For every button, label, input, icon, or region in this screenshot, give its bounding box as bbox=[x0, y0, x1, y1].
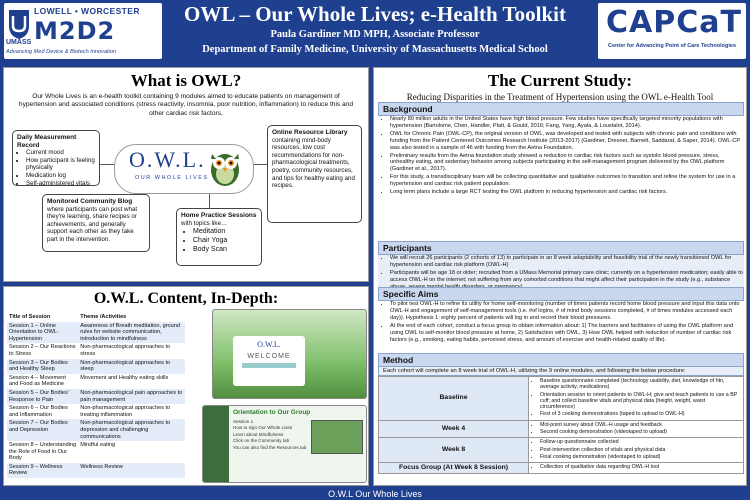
table-row bbox=[7, 404, 185, 419]
umass-shield-icon bbox=[7, 8, 31, 40]
list-item: • Long term plans include a large RCT testing the OWL platform in reducing hypertension and cardiac risk factors. bbox=[390, 189, 744, 196]
list-item: Learn about Mindfulness bbox=[233, 431, 284, 437]
list-item: • Body Scan bbox=[193, 245, 257, 254]
table-row bbox=[7, 441, 185, 463]
welcome-bar bbox=[242, 363, 296, 368]
owl-logo bbox=[114, 144, 254, 194]
section-heading: Method bbox=[378, 353, 744, 367]
session-title-cell: Session 6 – Our Bodies and Inflammation bbox=[7, 404, 78, 419]
week-cell: Baseline bbox=[379, 377, 529, 421]
resource-library-text: containing mind-body resources, low cost recommendations for non-pharmacological treatments, poetry, community resources, and tips for healthy eating and recipes. bbox=[272, 136, 355, 190]
session-theme-cell: Non-pharmacological pain approaches to pain management bbox=[78, 389, 185, 404]
m2d2-logo bbox=[4, 3, 162, 59]
what-is-owl-panel bbox=[3, 67, 369, 282]
welcome-screenshot bbox=[212, 309, 367, 399]
week-cell: Week 8 bbox=[379, 438, 529, 463]
list-item: • Chair Yoga bbox=[193, 236, 257, 245]
list-item: • Self-administered vitals bbox=[26, 180, 95, 188]
home-practice-box bbox=[176, 208, 262, 266]
list-item: • Second cooking demonstration (videotaped to upload) bbox=[540, 429, 741, 435]
session-title-cell: Session 3 – Our Bodies and Healthy Sleep bbox=[7, 359, 78, 374]
list-item: You can also find the Resources tab bbox=[233, 444, 307, 450]
section-heading: Participants bbox=[378, 241, 744, 255]
list-item: • Final cooking demonstration (videotaped to upload) bbox=[540, 454, 741, 460]
table-row bbox=[379, 377, 744, 421]
welcome-card bbox=[233, 336, 305, 386]
list-item: • Nearly 80 million adults in the United States have high blood pressure. Few studies have specifically targeted minority populations with hypertension (Bartolome, Chen, Handler, Platt, & Gould, 2016; Fang, Yang, Ayala, & Loustalot, 2014). bbox=[390, 116, 744, 130]
column-header: Theme /Activities bbox=[78, 313, 185, 322]
capcat-wordmark: CAPCaT bbox=[606, 5, 742, 40]
connector-line bbox=[209, 194, 210, 209]
session-theme-cell: Non-pharmacological approaches to depression and challenging communications bbox=[78, 419, 185, 441]
owl-logo-subtext: OUR WHOLE LIVES bbox=[135, 175, 209, 181]
list-item: • Collection of qualitative data regarding OWL-H tool bbox=[540, 464, 741, 470]
table-row bbox=[7, 322, 185, 344]
session-title-cell: Session 1 – Online Orientation to OWL-Hypertension bbox=[7, 322, 78, 344]
current-study-title: The Current Study: bbox=[487, 71, 633, 90]
column-header: Title of Session bbox=[7, 313, 78, 322]
home-practice-title: Home Practice Sessions bbox=[181, 212, 257, 219]
method-table bbox=[378, 376, 744, 474]
orientation-heading: Orientation to Our Group bbox=[233, 409, 311, 416]
what-is-owl-title: What is OWL? bbox=[130, 71, 242, 90]
title-block bbox=[170, 2, 580, 57]
m2d2-tagline: Advancing Med Device & Biotech Innovation bbox=[6, 49, 117, 55]
list-item: Session 1 bbox=[233, 419, 254, 424]
session-theme-cell: Non-pharmacological approaches to sleep bbox=[78, 359, 185, 374]
procedure-cell bbox=[529, 463, 744, 473]
community-blog-text: where participants can post what they're learning, share recipes or achievements, and generally support each other as they take part in the intervention. bbox=[47, 205, 138, 243]
orientation-items bbox=[233, 419, 306, 451]
community-blog-box bbox=[42, 194, 150, 252]
list-item: • First of 3 cooking demonstrations (taped to upload to OWL-H) bbox=[540, 411, 741, 417]
m2d2-campus-text: LOWELL • WORCESTER bbox=[34, 6, 140, 16]
umass-text: UMASS bbox=[6, 39, 32, 46]
author-line: Paula Gardiner MD MPH, Associate Professor bbox=[270, 29, 480, 40]
list-item: • For this study, a transdisciplinary team will be collecting quantitative and qualitative outcomes to transition and refine the system for use in a hypertension and cardiac risk patient population. bbox=[390, 174, 744, 188]
list-item: • Mid-point survey about OWL-H usage and feedback bbox=[540, 422, 741, 428]
session-title-cell: Session 4 – Movement and Food as Medicine bbox=[7, 374, 78, 389]
list-item: • OWL for Chronic Pain (OWL-CP), the original version of OWL, was developed and tested with subjects with chronic pain and conditions with funding from the Patient Centered Outcomes Research Institute (2013-2017) (Gardiner, Dresner, Barnett, Saddarat, & Saper, 2014). OWL-CP was also tested in a sample of 46 with funding from the Aetna Foundation. bbox=[390, 131, 744, 152]
table-row bbox=[379, 420, 744, 438]
capcat-logo bbox=[598, 3, 746, 59]
owl-content-title: O.W.L. Content, In-Depth: bbox=[93, 290, 279, 307]
session-theme-cell: Awareness of Breath meditation, ground rules for website communication, introduction to mindfulness bbox=[78, 322, 185, 344]
table-row bbox=[7, 419, 185, 441]
poster-header bbox=[0, 0, 750, 64]
m2d2-wordmark: M2D2 bbox=[34, 17, 116, 45]
list-item: • Participants will be age 18 or older; recruited from a UMass Memorial primary care clinic; currently on a hypertension medication; easily able to access OWL-H on the internet; not suffering from any comorbid conditions that might affect their participation in the study (e.g., substance bbox=[390, 270, 744, 291]
department-line: Department of Family Medicine, University of Massachusetts Medical School bbox=[202, 44, 548, 55]
session-title-cell: Session 7 – Our Bodies and Depression bbox=[7, 419, 78, 441]
method-section bbox=[378, 353, 744, 474]
list-item: • Orientation session to orient patients to OWL-H; give and teach patients to use a BP cuff; and collect baseline vitals and physical data (height, weight, waist circumference) bbox=[540, 392, 741, 411]
owl-logo-text: O.W.L. bbox=[129, 147, 206, 172]
table-row bbox=[7, 389, 185, 404]
resource-library-box bbox=[267, 125, 362, 223]
table-row bbox=[7, 374, 185, 389]
daily-measurement-title: Daily Measurement Record bbox=[17, 134, 77, 149]
procedure-cell bbox=[529, 420, 744, 438]
table-row bbox=[379, 463, 744, 473]
table-row bbox=[7, 359, 185, 374]
session-theme-cell: Non-pharmacological approaches to stress bbox=[78, 343, 185, 358]
poster-title: OWL – Our Whole Lives; e-Health Toolkit bbox=[184, 2, 566, 26]
current-study-subtitle: Reducing Disparities in the Treatment of Hypertension using the OWL e-Health Tool bbox=[406, 92, 714, 102]
table-row bbox=[7, 463, 185, 478]
session-theme-cell: Wellness Review bbox=[78, 463, 185, 478]
session-theme-cell: Non-pharmacological approaches to treating inflammation bbox=[78, 404, 185, 419]
capcat-tagline: Center for Advancing Point of Care Technologies bbox=[607, 43, 737, 49]
welcome-text: WELCOME bbox=[247, 353, 291, 360]
session-title-cell: Session 5 – Our Bodies' Response to Pain bbox=[7, 389, 78, 404]
session-table bbox=[7, 313, 185, 478]
procedure-cell bbox=[529, 377, 744, 421]
list-item: Click on the Community tab bbox=[233, 438, 290, 444]
list-item: • Baseline questionnaire completed (technology usability, diet, knowledge of htn, average activity, medications) bbox=[540, 378, 741, 391]
specific-aims-section bbox=[378, 287, 744, 344]
list-item: How to sign Our Whole Lives bbox=[233, 425, 293, 431]
session-theme-cell: Mindful eating bbox=[78, 441, 185, 463]
list-item: • Medication log bbox=[26, 172, 95, 180]
section-heading: Specific Aims bbox=[378, 287, 744, 301]
owl-intro-text: Our Whole Lives is an e-health toolkit containing 9 modules aimed to educate patients on management of hypertension and associated conditions (stress reactivity, insomnia, poor nutrition, inflammation) to reduce this and other cardiac risk factors. bbox=[18, 93, 354, 117]
current-study-panel bbox=[373, 67, 747, 486]
method-note: Each cohort will complete an 8 week trial of OWL-H, utilizing the 9 online modules, and following the below procedure: bbox=[378, 367, 744, 376]
session-theme-cell: Movement and Healthy eating skills bbox=[78, 374, 185, 389]
list-item: • Follow-up questionnaire collected bbox=[540, 439, 741, 445]
owl-bird-icon bbox=[207, 148, 243, 188]
video-thumbnail bbox=[311, 420, 363, 454]
screenshot-sidebar bbox=[203, 406, 229, 483]
orientation-screenshot bbox=[202, 405, 367, 483]
community-blog-title: Monitored Community Blog bbox=[47, 198, 133, 205]
list-item: • Preliminary results from the Aetna foundation study showed a reduction in cardiac risk factors such as systolic blood pressure, stress, unhealthy eating, and sedentary behavior among subjects participating in the self-management program delivered by the OWL platform (Gardiner et al., 2017). bbox=[390, 153, 744, 174]
participants-section bbox=[378, 241, 744, 292]
list-item: • To pilot test OWL-H to refine its utility for home self-monitoring (number of times patients record home blood pressure and input this data onto OWL-H and engagement of self-management tools (i.e. #of logins, # of mind body sessions completed, # of times modules accessed each day)). Hypothesis 1: eighty percent of patients will log in and record their blood pressures. bbox=[390, 301, 744, 322]
list-item: • Current mood bbox=[26, 149, 95, 157]
week-cell: Focus Group (At Week 8 Session) bbox=[379, 463, 529, 473]
section-heading: Background bbox=[378, 102, 744, 116]
procedure-cell bbox=[529, 438, 744, 463]
list-item: • At the end of each cohort, conduct a focus group to obtain information about: 1) The barriers and facilitators of using the OWL platform and using OWL to self-monitor blood pressure at home, 2) Satisfaction with OWL, 3) How OWL helped with reduction of number of cardiac risk factors (e.g., smoking, eating habits, perceived stress, and amount of exercise and health-related quality of life). bbox=[390, 323, 744, 344]
session-title-cell: Session 8 – Understanding the Role of Food in Our Body bbox=[7, 441, 78, 463]
table-row bbox=[379, 438, 744, 463]
session-title-cell: Session 9 – Wellness Review bbox=[7, 463, 78, 478]
poster-footer: O.W.L Our Whole Lives bbox=[328, 489, 422, 499]
list-item: • How participant is feeling physically bbox=[26, 157, 95, 172]
list-item: • Meditation bbox=[193, 227, 257, 236]
connector-line bbox=[253, 164, 268, 165]
session-title-cell: Session 2 – Our Reactions to Stress bbox=[7, 343, 78, 358]
list-item: • We will recruit 26 participants (2 cohorts of 13) to participate in an 8 week adaptability and feasibility trial of the newly transitioned OWL for hypertension and cardiac risk platform (OWL-H) bbox=[390, 255, 744, 269]
table-row bbox=[7, 343, 185, 358]
resource-library-title: Online Resource Library bbox=[272, 129, 348, 136]
daily-measurement-box bbox=[12, 130, 100, 186]
background-section bbox=[378, 102, 744, 197]
home-practice-lead: with topics like… bbox=[181, 219, 228, 227]
owl-content-panel bbox=[3, 286, 369, 486]
list-item: • Post-intervention collection of vitals and physical data bbox=[540, 447, 741, 453]
welcome-owl-logo: O.W.L. bbox=[257, 340, 281, 349]
week-cell: Week 4 bbox=[379, 420, 529, 438]
